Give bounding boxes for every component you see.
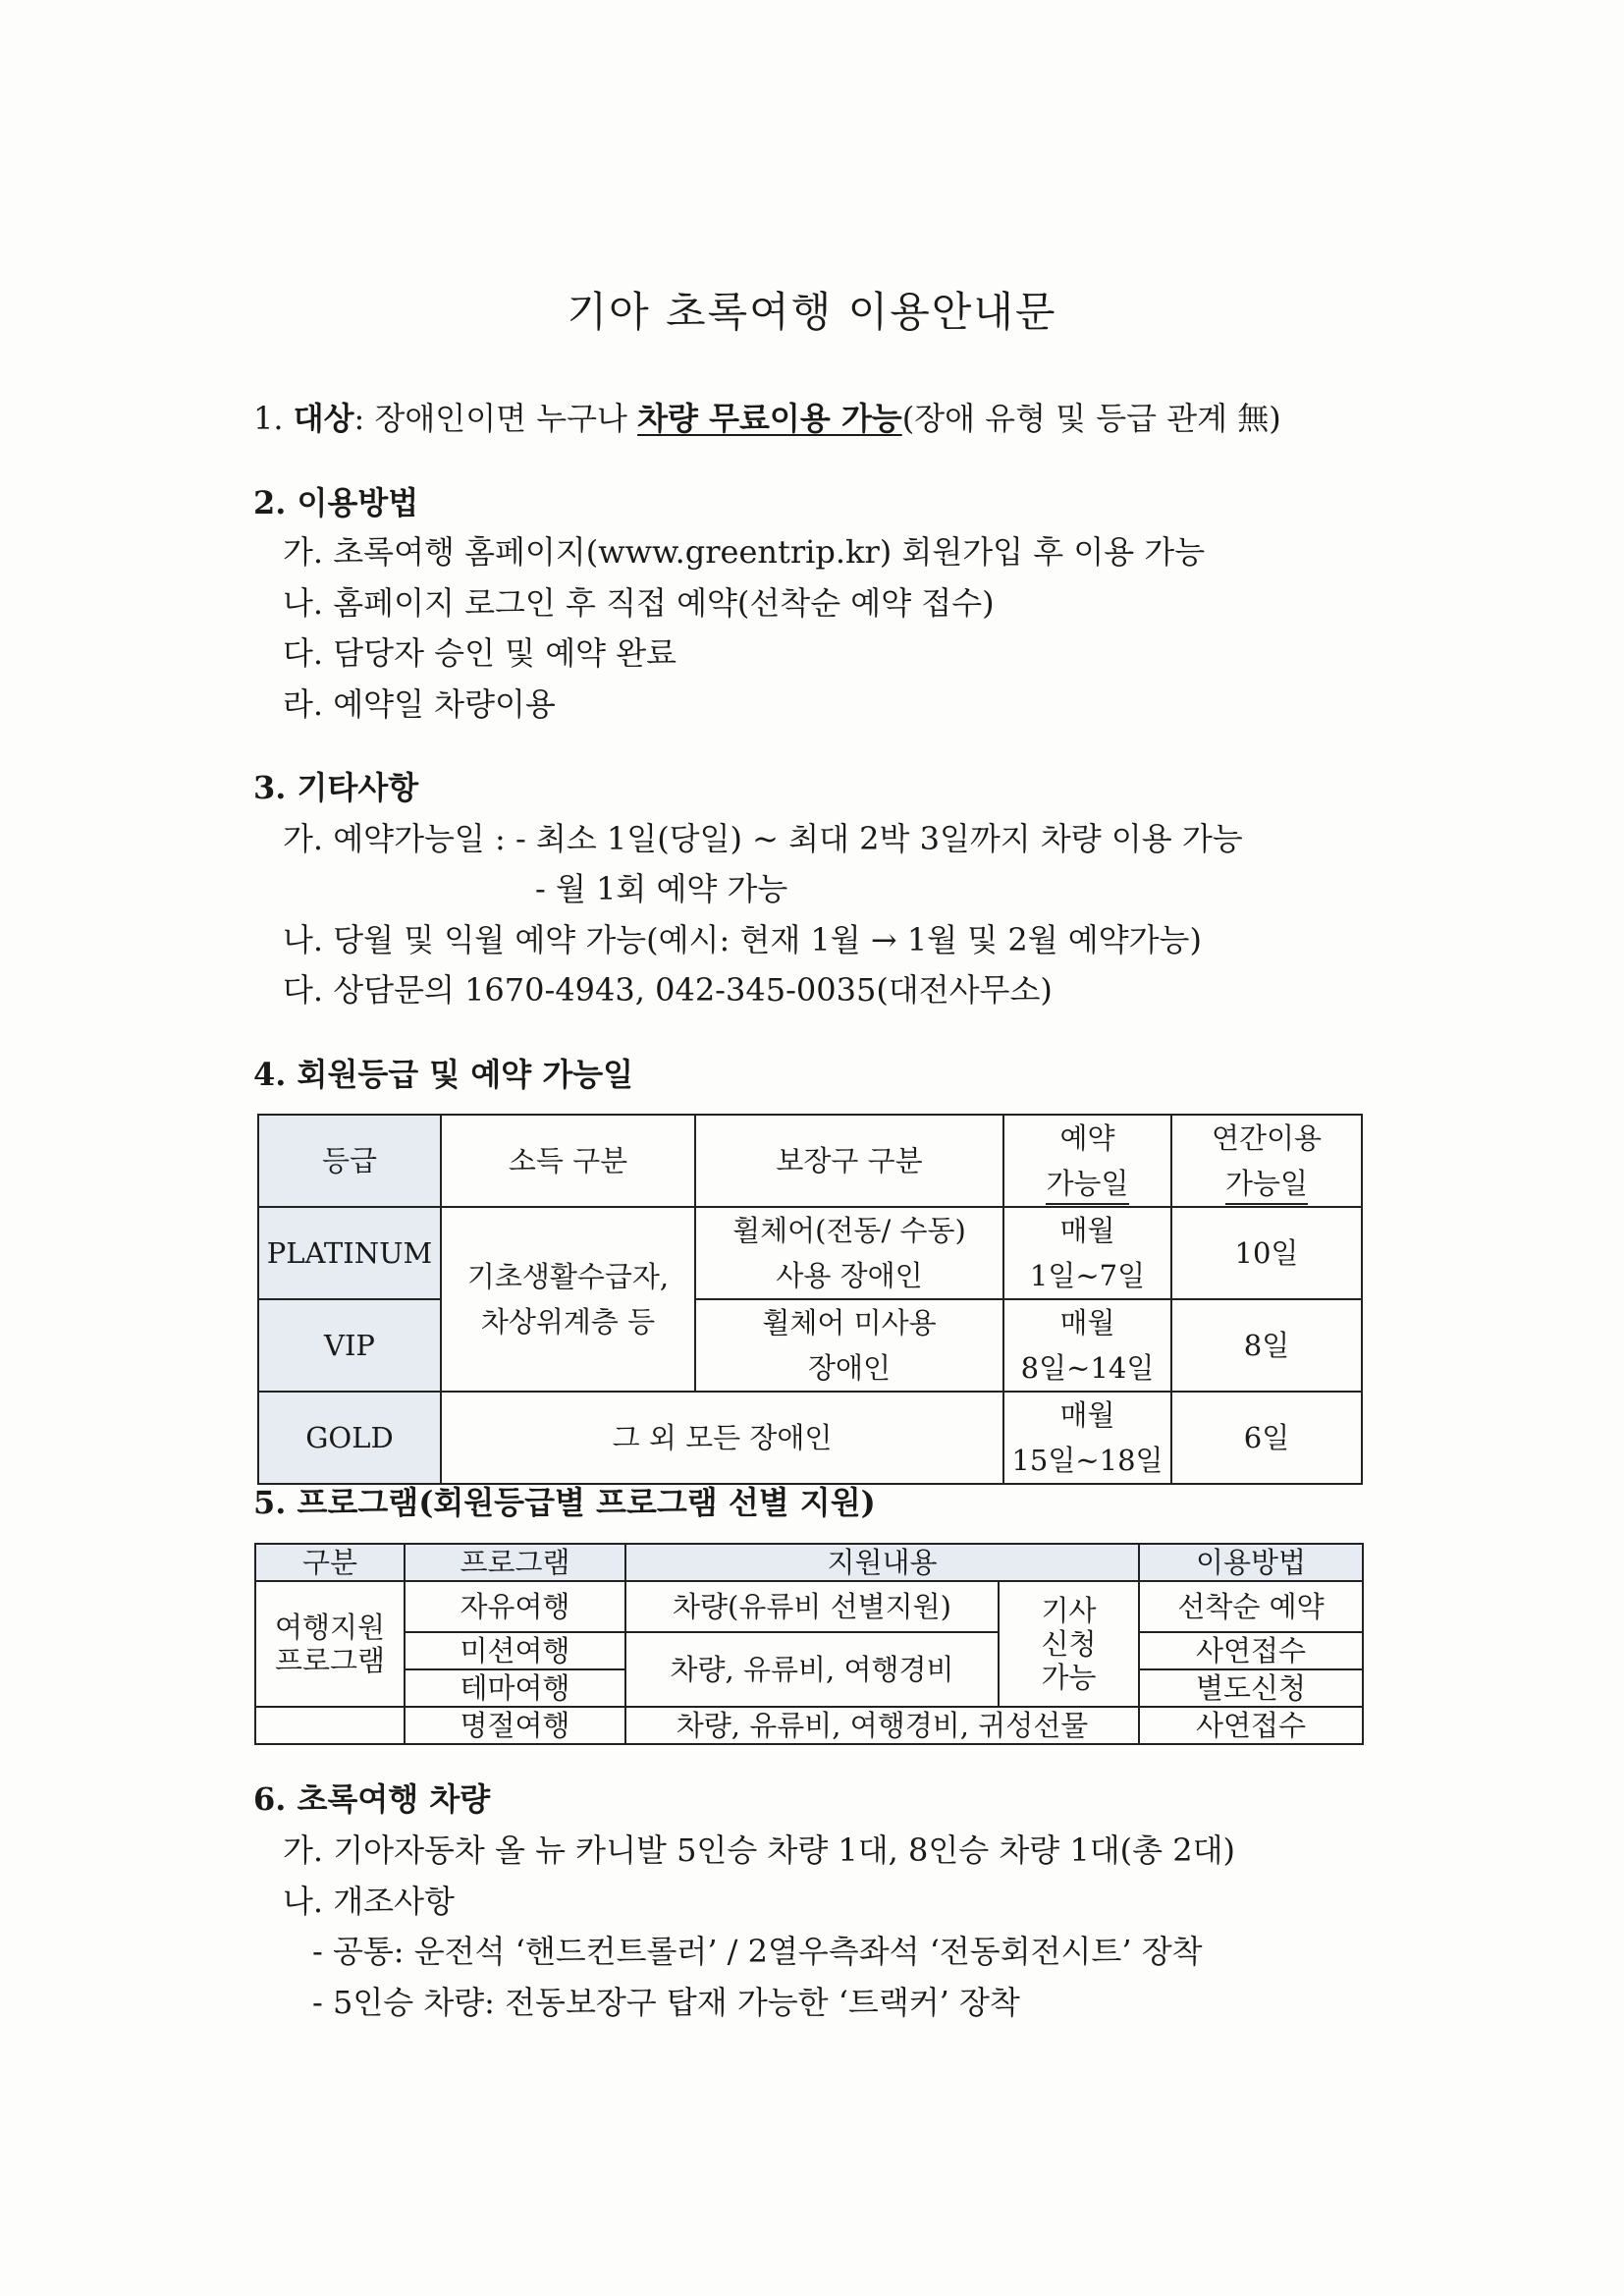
support-cell: 차량(유류비 선별지원): [625, 1581, 999, 1632]
section-2-heading: 2. 이용방법: [253, 484, 419, 521]
program-cell: 테마여행: [405, 1669, 625, 1707]
reserve-cell: 매월 8일~14일: [1003, 1299, 1171, 1392]
section-6-item-vehicle: 가. 기아자동차 올 뉴 카니발 5인승 차량 1대, 8인승 차량 1대(총 2대): [283, 1831, 1235, 1869]
annual-cell: 10일: [1171, 1207, 1362, 1299]
membership-grade-table: [257, 1114, 1363, 1485]
income-group-cell: 기초생활수급자, 차상위계층 등: [441, 1207, 695, 1392]
reserve-cell: 매월 1일~7일: [1003, 1207, 1171, 1299]
method-cell: 선착순 예약: [1139, 1581, 1363, 1632]
header-category: 구분: [255, 1544, 405, 1581]
program-table: [254, 1543, 1364, 1745]
section-2-item: 다. 담당자 승인 및 예약 완료: [283, 634, 677, 672]
section-1-number: 1.: [253, 400, 284, 437]
category-empty-cell: [255, 1707, 405, 1744]
table-row: [258, 1207, 1362, 1299]
header-income: 소득 구분: [441, 1115, 695, 1207]
aid-cell: 휠체어 미사용 장애인: [695, 1299, 1003, 1392]
section-6-sub-common: - 공통: 운전석 ‘핸드컨트롤러’ / 2열우측좌석 ‘전동회전시트’ 장착: [312, 1933, 1203, 1970]
header-aid: 보장구 구분: [695, 1115, 1003, 1207]
section-5-heading: 5. 프로그램(회원등급별 프로그램 선별 지원): [253, 1484, 876, 1521]
method-cell: 사연접수: [1139, 1632, 1363, 1669]
header-method: 이용방법: [1139, 1544, 1363, 1581]
reserve-cell: 매월 15일~18일: [1003, 1392, 1171, 1484]
category-cell: 여행지원 프로그램: [255, 1581, 405, 1707]
section-6-item-modification: 나. 개조사항: [283, 1883, 455, 1920]
header-grade: 등급: [258, 1115, 441, 1207]
table-header-row: [258, 1115, 1362, 1207]
method-cell: 별도신청: [1139, 1669, 1363, 1707]
section-3-item-reservation-sub: - 월 1회 예약 가능: [535, 870, 788, 907]
section-1-emphasis: 차량 무료이용 가능: [637, 400, 902, 437]
section-1-post: (장애 유형 및 등급 관계 無): [901, 400, 1281, 437]
program-cell: 명절여행: [405, 1707, 625, 1744]
table-row: [255, 1707, 1363, 1744]
support-cell: 차량, 유류비, 여행경비, 귀성선물: [625, 1707, 1139, 1744]
section-6-heading: 6. 초록여행 차량: [253, 1780, 491, 1818]
document-title: 기아 초록여행 이용안내문: [567, 288, 1057, 336]
section-6-sub-5seat: - 5인승 차량: 전동보장구 탑재 가능한 ‘트랙커’ 장착: [312, 1984, 1020, 2021]
grade-cell: GOLD: [258, 1392, 441, 1484]
section-2-item: 나. 홈페이지 로그인 후 직접 예약(선착순 예약 접수): [283, 584, 995, 622]
section-3-heading: 3. 기타사항: [253, 769, 419, 806]
section-2-item: 가. 초록여행 홈페이지(www.greentrip.kr) 회원가입 후 이용 가능: [283, 533, 1206, 571]
header-support: 지원내용: [625, 1544, 1139, 1581]
section-1-pre: : 장애인이면 누구나: [353, 400, 638, 437]
all-disabled-cell: 그 외 모든 장애인: [441, 1392, 1003, 1484]
header-program: 프로그램: [405, 1544, 625, 1581]
grade-cell: VIP: [258, 1299, 441, 1392]
support-cell: 차량, 유류비, 여행경비: [625, 1632, 999, 1707]
section-1-target: [253, 399, 1281, 438]
section-2-item: 라. 예약일 차량이용: [283, 685, 556, 723]
program-cell: 자유여행: [405, 1581, 625, 1632]
driver-cell: 기사 신청 가능: [999, 1581, 1139, 1707]
header-annual: 연간이용 가능일: [1171, 1115, 1362, 1207]
section-1-label: 대상: [293, 400, 354, 437]
table-row: [255, 1581, 1363, 1632]
annual-cell: 6일: [1171, 1392, 1362, 1484]
table-header-row: [255, 1544, 1363, 1581]
aid-cell: 휠체어(전동/ 수동) 사용 장애인: [695, 1207, 1003, 1299]
table-row: [258, 1392, 1362, 1484]
table-row: [255, 1632, 1363, 1669]
section-3-item-reservation: 가. 예약가능일 : - 최소 1일(당일) ~ 최대 2박 3일까지 차량 이용 가능: [283, 820, 1243, 857]
header-reserve: 예약 가능일: [1003, 1115, 1171, 1207]
grade-cell: PLATINUM: [258, 1207, 441, 1299]
method-cell: 사연접수: [1139, 1707, 1363, 1744]
program-cell: 미션여행: [405, 1632, 625, 1669]
section-4-heading: 4. 회원등급 및 예약 가능일: [253, 1056, 634, 1093]
section-3-item-contact: 다. 상담문의 1670-4943, 042-345-0035(대전사무소): [283, 971, 1053, 1009]
annual-cell: 8일: [1171, 1299, 1362, 1392]
section-3-item-month: 나. 당월 및 익월 예약 가능(예시: 현재 1월 → 1월 및 2월 예약가능): [283, 921, 1202, 958]
table-row: [258, 1299, 1362, 1392]
